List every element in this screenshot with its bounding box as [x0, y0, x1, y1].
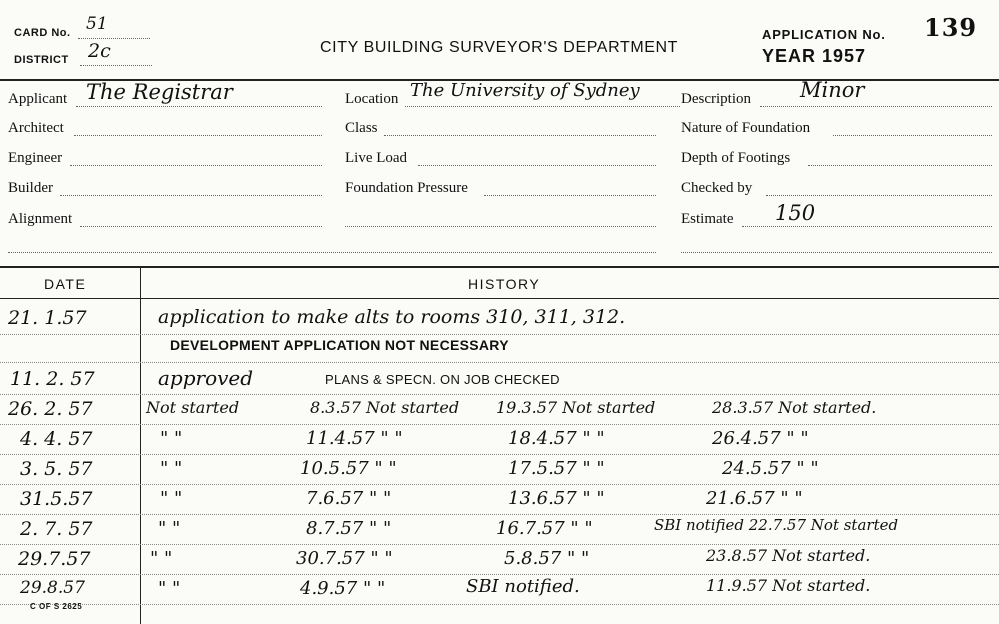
blank-line-2 — [8, 252, 656, 253]
location-value: The University of Sydney — [410, 80, 640, 101]
date-cell: 26. 2. 57 — [8, 398, 93, 420]
date-cell: 2. 7. 57 — [20, 518, 93, 540]
nature-of-foundation-label: Nature of Foundation — [681, 120, 811, 136]
history-cell: 8.3.57 Not started — [310, 398, 460, 417]
date-cell: 11. 2. 57 — [10, 368, 95, 390]
history-cell: 7.6.57 " " — [306, 488, 392, 509]
description-label: Description — [681, 91, 751, 107]
nature-of-foundation-line — [833, 135, 992, 136]
estimate-line — [742, 226, 992, 227]
blank-line-3 — [681, 252, 992, 253]
date-cell: 4. 4. 57 — [20, 428, 93, 450]
table-top-border — [0, 266, 999, 268]
foundation-pressure-line — [484, 195, 656, 196]
history-cell: Not started — [146, 398, 240, 417]
history-cell: 30.7.57 " " — [296, 548, 393, 569]
alignment-label: Alignment — [8, 211, 73, 227]
date-column-header: DATE — [44, 276, 87, 292]
history-cell: " " — [160, 488, 183, 509]
alignment-line — [80, 226, 322, 227]
engineer-label: Engineer — [8, 150, 63, 166]
foundation-pressure-label: Foundation Pressure — [345, 180, 468, 196]
builder-line — [60, 195, 322, 196]
history-cell: 19.3.57 Not started — [496, 398, 656, 417]
description-line — [760, 106, 992, 107]
history-cell: 26.4.57 " " — [712, 428, 809, 449]
history-cell: 17.5.57 " " — [508, 458, 605, 479]
history-cell: 8.7.57 " " — [306, 518, 392, 539]
district-value: 2c — [88, 40, 111, 62]
history-cell: " " — [158, 578, 181, 599]
history-cell: 13.6.57 " " — [508, 488, 605, 509]
applicant-line — [76, 106, 322, 107]
history-cell: 11.4.57 " " — [306, 428, 403, 449]
history-cell: 18.4.57 " " — [508, 428, 605, 449]
ruled-line — [0, 424, 999, 425]
ruled-line — [0, 604, 999, 605]
ruled-line — [0, 514, 999, 515]
history-entry: application to make alts to rooms 310, 311, 312. — [158, 306, 626, 328]
engineer-line — [70, 165, 322, 166]
history-cell: 23.8.57 Not started. — [706, 546, 871, 565]
ruled-line — [0, 362, 999, 363]
blank-line — [345, 226, 656, 227]
checked-by-line — [766, 195, 992, 196]
plans-checked-stamp: PLANS & SPECN. ON JOB CHECKED — [325, 372, 560, 387]
history-cell: " " — [150, 548, 173, 569]
architect-line — [74, 135, 322, 136]
history-column-header: HISTORY — [468, 276, 541, 292]
history-cell: " " — [160, 458, 183, 479]
department-title: CITY BUILDING SURVEYOR'S DEPARTMENT — [320, 39, 679, 56]
history-cell: 5.8.57 " " — [504, 548, 590, 569]
class-label: Class — [345, 120, 378, 136]
class-line — [384, 135, 656, 136]
ruled-line — [0, 544, 999, 545]
date-column-divider — [140, 266, 141, 624]
table-header-border — [0, 298, 999, 299]
location-label: Location — [345, 91, 399, 107]
application-no-value: 139 — [924, 13, 978, 42]
location-line — [405, 106, 680, 107]
history-cell: 4.9.57 " " — [300, 578, 386, 599]
ruled-line — [0, 574, 999, 575]
history-cell: 10.5.57 " " — [300, 458, 397, 479]
form-code: C OF S 2625 — [30, 602, 83, 611]
card-no-label: CARD No. — [14, 27, 71, 39]
history-cell: 21.6.57 " " — [706, 488, 803, 509]
date-cell: 29.7.57 — [18, 548, 91, 570]
district-line — [80, 65, 152, 66]
history-cell: 28.3.57 Not started. — [712, 398, 877, 417]
development-stamp: DEVELOPMENT APPLICATION NOT NECESSARY — [170, 337, 509, 353]
ruled-line — [0, 394, 999, 395]
applicant-label: Applicant — [8, 91, 68, 107]
estimate-label: Estimate — [681, 211, 734, 227]
district-label: DISTRICT — [14, 54, 69, 66]
checked-by-label: Checked by — [681, 180, 753, 196]
ruled-line — [0, 334, 999, 335]
live-load-label: Live Load — [345, 150, 408, 166]
live-load-line — [418, 165, 656, 166]
ruled-line — [0, 484, 999, 485]
history-cell: " " — [158, 518, 181, 539]
history-cell: 16.7.57 " " — [496, 518, 593, 539]
year-label: YEAR 1957 — [762, 46, 867, 66]
depth-of-footings-line — [808, 165, 992, 166]
applicant-value: The Registrar — [86, 80, 233, 104]
date-cell: 21. 1.57 — [8, 307, 87, 329]
card-no-value: 51 — [86, 14, 108, 34]
application-no-label: APPLICATION No. — [762, 27, 886, 42]
history-cell: 11.9.57 Not started. — [706, 576, 871, 595]
history-entry: approved — [158, 366, 254, 390]
date-cell: 29.8.57 — [20, 578, 85, 598]
architect-label: Architect — [8, 120, 64, 136]
history-cell: SBI notified. — [466, 576, 580, 597]
ruled-line — [0, 454, 999, 455]
depth-of-footings-label: Depth of Footings — [681, 150, 791, 166]
history-cell: " " — [160, 428, 183, 449]
description-value: Minor — [800, 78, 865, 102]
history-cell: SBI notified 22.7.57 Not started — [654, 516, 899, 534]
date-cell: 31.5.57 — [20, 488, 93, 510]
builder-label: Builder — [8, 180, 53, 196]
card-no-line — [78, 38, 150, 39]
history-cell: 24.5.57 " " — [722, 458, 819, 479]
estimate-value: 150 — [775, 201, 816, 225]
date-cell: 3. 5. 57 — [20, 458, 93, 480]
